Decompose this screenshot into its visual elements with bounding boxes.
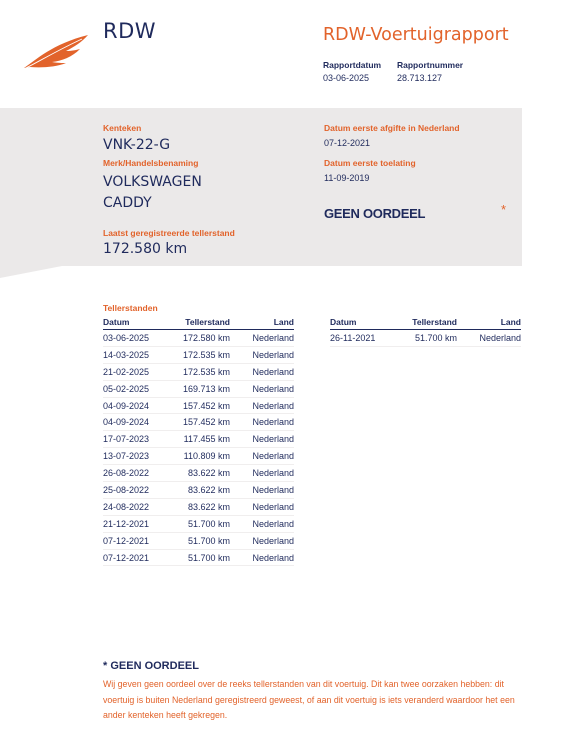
cell-date: 21-12-2021 — [103, 515, 167, 532]
cell-odometer: 51.700 km — [167, 532, 230, 549]
cell-date: 21-02-2025 — [103, 363, 167, 380]
table-row — [103, 380, 294, 397]
odometer-table-right-body — [330, 330, 521, 347]
cell-country: Nederland — [230, 549, 294, 566]
cell-country: Nederland — [230, 532, 294, 549]
report-title: RDW-Voertuigrapport — [323, 25, 509, 45]
cell-odometer: 117.455 km — [167, 431, 230, 448]
cell-country: Nederland — [230, 448, 294, 465]
cell-odometer: 157.452 km — [167, 397, 230, 414]
cell-country: Nederland — [230, 515, 294, 532]
cell-country: Nederland — [230, 414, 294, 431]
table-row — [103, 532, 294, 549]
cell-odometer: 83.622 km — [167, 482, 230, 499]
table-row — [103, 330, 294, 347]
odometer-value: 172.580 km — [103, 241, 188, 257]
make-label: Merk/Handelsbenaming — [103, 158, 199, 168]
plate-value: VNK-22-G — [103, 137, 171, 153]
cell-date: 04-09-2024 — [103, 414, 167, 431]
cell-country: Nederland — [230, 346, 294, 363]
cell-odometer: 172.580 km — [167, 330, 230, 347]
cell-date: 07-12-2021 — [103, 532, 167, 549]
table-row — [103, 482, 294, 499]
cell-odometer: 51.700 km — [167, 549, 230, 566]
cell-country: Nederland — [457, 330, 521, 347]
panel-notch — [0, 266, 62, 278]
cell-country: Nederland — [230, 397, 294, 414]
cell-odometer: 51.700 km — [394, 330, 457, 347]
cell-date: 07-12-2021 — [103, 549, 167, 566]
plate-label: Kenteken — [103, 123, 142, 133]
verdict-asterisk: * — [501, 202, 507, 217]
cell-country: Nederland — [230, 330, 294, 347]
col-header-date: Datum — [103, 316, 167, 330]
rdw-feather-logo-icon — [22, 30, 92, 72]
table-row — [103, 363, 294, 380]
cell-country: Nederland — [230, 431, 294, 448]
cell-date: 14-03-2025 — [103, 346, 167, 363]
cell-country: Nederland — [230, 465, 294, 482]
cell-odometer: 83.622 km — [167, 465, 230, 482]
table-row — [103, 346, 294, 363]
footnote-text: Wij geven geen oordeel over de reeks tellerstanden van dit voertuig. Dit kan twee oorzaken hebben: dit voertuig is buiten Nederland geregistreerd geweest, of aan dit voertuig is iets veranderd waardoor het een ander kenteken heeft gekregen. — [103, 679, 515, 721]
report-number-label: Rapportnummer — [397, 60, 464, 70]
cell-date: 24-08-2022 — [103, 498, 167, 515]
odometer-section-title: Tellerstanden — [103, 303, 158, 313]
brand-name: RDW — [103, 19, 157, 43]
cell-date: 05-02-2025 — [103, 380, 167, 397]
table-row — [103, 465, 294, 482]
cell-date: 13-07-2023 — [103, 448, 167, 465]
table-row — [103, 431, 294, 448]
model-value: CADDY — [103, 195, 152, 211]
make-value: VOLKSWAGEN — [103, 174, 202, 190]
cell-odometer: 110.809 km — [167, 448, 230, 465]
cell-odometer: 172.535 km — [167, 346, 230, 363]
table-row — [103, 448, 294, 465]
cell-country: Nederland — [230, 498, 294, 515]
cell-odometer: 51.700 km — [167, 515, 230, 532]
odometer-table-right — [330, 316, 521, 347]
table-row — [103, 397, 294, 414]
col-header-country: Land — [230, 316, 294, 330]
table-header-row — [103, 316, 294, 330]
cell-date: 04-09-2024 — [103, 397, 167, 414]
cell-country: Nederland — [230, 363, 294, 380]
cell-country: Nederland — [230, 380, 294, 397]
col-header-country: Land — [457, 316, 521, 330]
table-row — [330, 330, 521, 347]
report-date: 03-06-2025 — [323, 73, 370, 83]
verdict: GEEN OORDEEL — [324, 206, 426, 221]
odometer-label: Laatst geregistreerde tellerstand — [103, 228, 235, 238]
first-nl-label: Datum eerste afgifte in Nederland — [324, 123, 460, 133]
first-nl-value: 07-12-2021 — [324, 138, 371, 148]
first-admission-label: Datum eerste toelating — [324, 158, 416, 168]
cell-odometer: 157.452 km — [167, 414, 230, 431]
cell-date: 26-11-2021 — [330, 330, 394, 347]
cell-date: 25-08-2022 — [103, 482, 167, 499]
cell-date: 17-07-2023 — [103, 431, 167, 448]
table-row — [103, 515, 294, 532]
cell-odometer: 172.535 km — [167, 363, 230, 380]
table-header-row — [330, 316, 521, 330]
odometer-table-left — [103, 316, 294, 566]
table-row — [103, 414, 294, 431]
cell-odometer: 83.622 km — [167, 498, 230, 515]
cell-odometer: 169.713 km — [167, 380, 230, 397]
first-admission-value: 11-09-2019 — [324, 173, 370, 183]
footnote-title: * GEEN OORDEEL — [103, 660, 199, 672]
cell-country: Nederland — [230, 482, 294, 499]
report-number: 28.713.127 — [397, 73, 443, 83]
table-row — [103, 498, 294, 515]
odometer-table-left-body — [103, 330, 294, 566]
table-row — [103, 549, 294, 566]
cell-date: 03-06-2025 — [103, 330, 167, 347]
col-header-odometer: Tellerstand — [394, 316, 457, 330]
cell-date: 26-08-2022 — [103, 465, 167, 482]
col-header-date: Datum — [330, 316, 394, 330]
report-date-label: Rapportdatum — [323, 60, 382, 70]
col-header-odometer: Tellerstand — [167, 316, 230, 330]
